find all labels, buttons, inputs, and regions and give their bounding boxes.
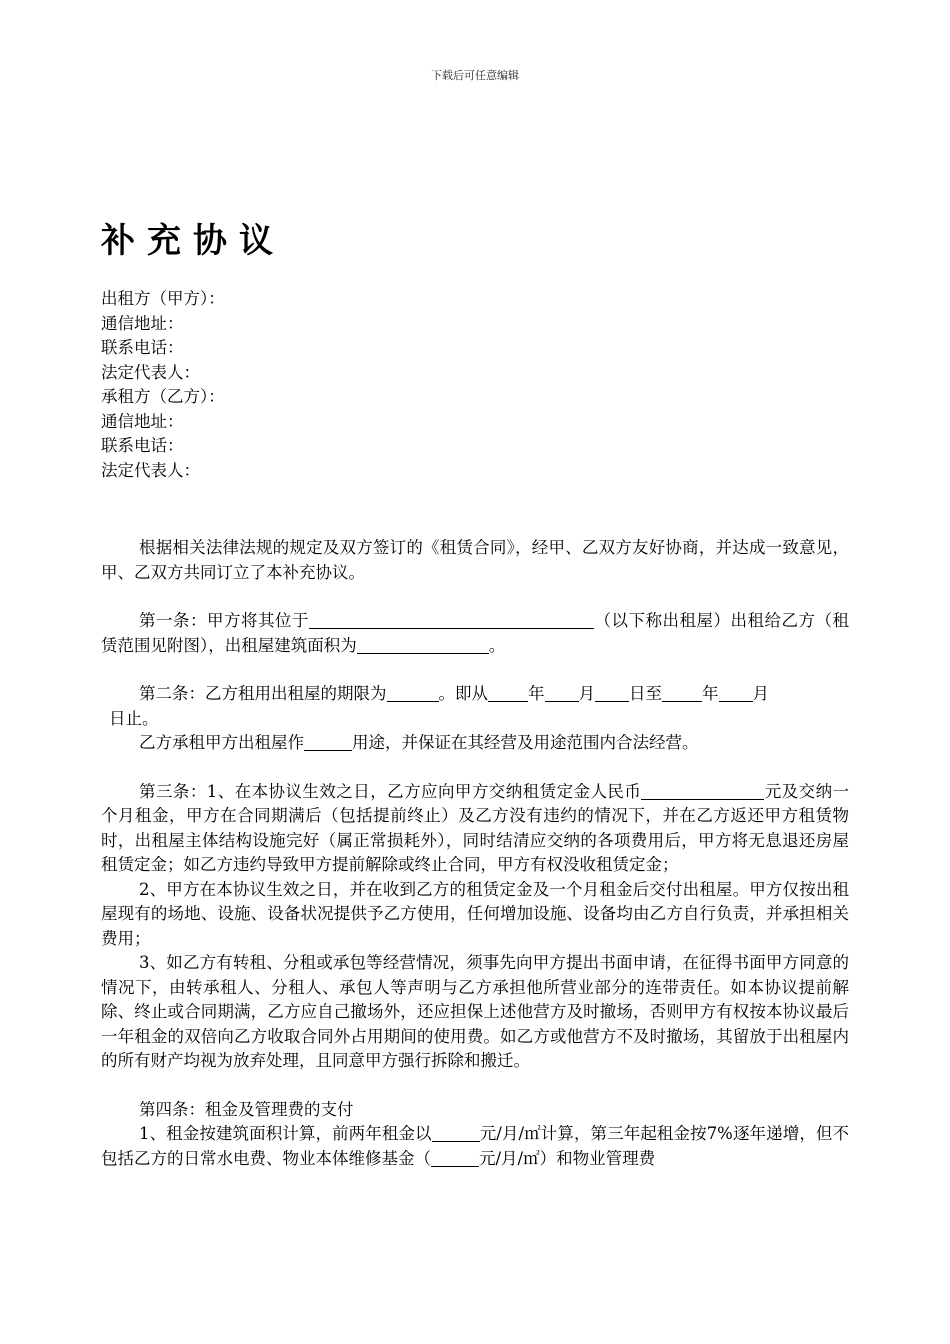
header-note: 下载后可任意编辑 xyxy=(431,69,519,82)
usage-text-a: 乙方承租甲方出租屋作 xyxy=(139,733,304,752)
month-label-2: 月 xyxy=(752,684,769,703)
lessee-label: 承租方（乙方）： xyxy=(101,387,225,406)
article-2 xyxy=(101,682,849,731)
intro-paragraph: 根据相关法律法规的规定及双方签订的《租赁合同》，经甲、乙双方友好协商，并达成一致意见，甲、乙双方共同订立了本补充协议。 xyxy=(101,538,849,582)
article-4-text-a: 1、租金按建筑面积计算，前两年租金以 xyxy=(139,1124,432,1143)
month-label-1: 月 xyxy=(578,684,595,703)
lessor-representative-label: 法定代表人： xyxy=(101,362,200,382)
rent-rate-blank xyxy=(432,1123,480,1142)
article-3-text-a: 第三条：1、在本协议生效之日，乙方应向甲方交纳租赁定金人民币 xyxy=(139,781,642,801)
lessee-address-label: 通信地址： xyxy=(101,411,184,431)
article-1 xyxy=(101,609,849,658)
parties-block xyxy=(101,287,851,483)
maintenance-fund-blank xyxy=(431,1148,479,1167)
usage-blank xyxy=(304,732,352,751)
lessor-address-label: 通信地址： xyxy=(101,313,184,333)
article-4-text-c: 元/月/㎡）和物业管理费 xyxy=(479,1148,656,1168)
lessee-representative-label: 法定代表人： xyxy=(101,460,200,480)
start-year-blank xyxy=(488,683,528,702)
article-3-item-1 xyxy=(101,780,849,878)
article-3-item-3: 3、如乙方有转租、分租或承包等经营情况，须事先向甲方提出书面申请，在征得书面甲方同意的情况下，由转承租人、分租人、承包人等声明与乙方承担他所营业部分的连带责任。如本协议提前解除、终止或合同期满，乙方应自己撤场外，还应担保上述他营方及时撤场，否则甲方有权按本协议最后一年租金的双倍向乙方收取合同外占用期间的使用费。如乙方或他营方不及时撤场，其留放于出租屋内的所有财产均视为放弃处理，且同意甲方强行拆除和搬迁。 xyxy=(101,953,849,1070)
end-year-blank xyxy=(662,683,702,702)
end-month-blank xyxy=(719,683,753,702)
article-1-text-b: （以下称出租屋）出租给乙方（租赁范围见附图），出租屋建筑面积为 xyxy=(101,611,849,655)
usage-text-b: 用途，并保证在其经营及用途范围内合法经营。 xyxy=(352,733,699,752)
article-1-text-a: 第一条：甲方将其位于 xyxy=(139,611,309,630)
article-4-text-b: 元/月/㎡计算，第三年起租金按7%逐年递增，但不包括乙方的日常水电费、物业本体维修基金（ xyxy=(101,1124,849,1168)
agreement-body xyxy=(101,536,849,1171)
deposit-amount-blank xyxy=(641,781,764,800)
lessor-phone-label: 联系电话： xyxy=(101,338,184,357)
article-3-item-2: 2、甲方在本协议生效之日，并在收到乙方的租赁定金及一个月租金后交付出租屋。甲方仅按出租屋现有的场地、设施、设备状况提供予乙方使用，任何增加设施、设备均由乙方自行负责，并承担相关费用； xyxy=(101,879,849,948)
lease-term-blank xyxy=(387,683,439,702)
article-4-heading: 第四条：租金及管理费的支付 xyxy=(139,1099,354,1119)
day-label-1: 日至 xyxy=(629,684,662,703)
article-4-item-1 xyxy=(101,1122,849,1171)
end-day-label: 日止。 xyxy=(109,708,159,728)
year-label-2: 年 xyxy=(702,684,719,703)
property-location-blank xyxy=(309,610,594,629)
building-area-blank xyxy=(357,635,489,654)
start-day-blank xyxy=(595,683,629,702)
article-3-text-b: 元及交纳一个月租金，甲方在合同期满后（包括提前终止）及乙方没有违约的情况下，并在乙方返还甲方租赁物时，出租屋主体结构设施完好（属正常损耗外），同时结清应交纳的各项费用后，甲方将无息退还房屋租赁定金；如乙方违约导致甲方提前解除或终止合同，甲方有权没收租赁定金； xyxy=(101,781,850,874)
year-label-1: 年 xyxy=(528,684,545,703)
article-1-text-c: 。 xyxy=(488,635,506,655)
start-month-blank xyxy=(545,683,579,702)
article-2-usage xyxy=(101,731,849,756)
article-2-text-a: 第二条：乙方租用出租屋的期限为 xyxy=(139,684,387,703)
document-title: 补充协议 xyxy=(101,221,285,261)
lessor-label: 出租方（甲方）： xyxy=(101,289,225,308)
lessee-phone-label: 联系电话： xyxy=(101,436,184,455)
article-2-text-b: 。即从 xyxy=(438,684,488,703)
